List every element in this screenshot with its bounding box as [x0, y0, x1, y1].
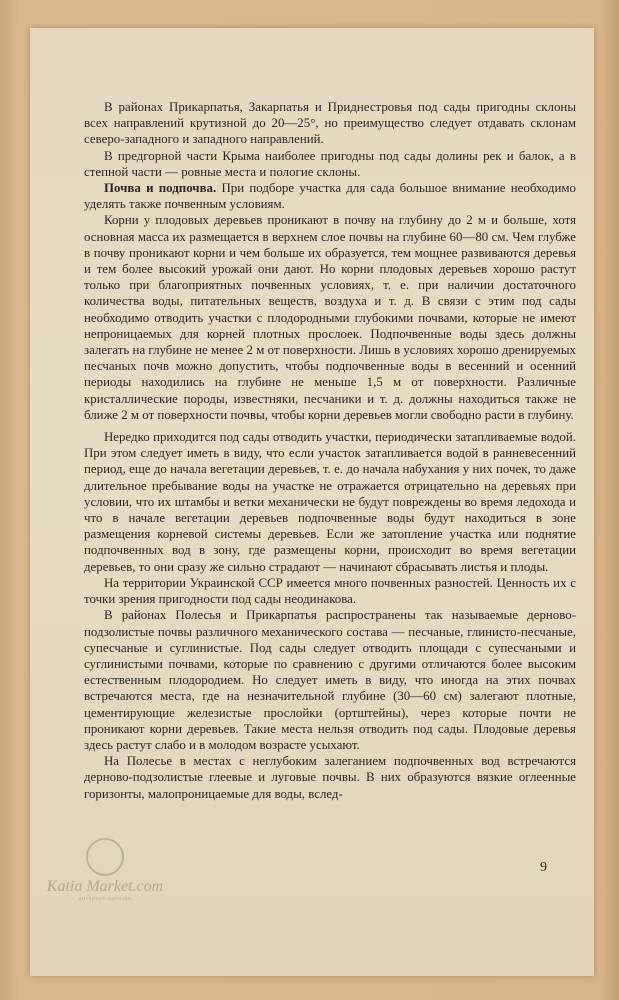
- page-text: [84, 99, 576, 802]
- paragraph: В районах Полесья и Прикарпатья распространены так называемые дерново-подзолистые почвы различного механического состава — песчаные, глинисто-песчаные, супесчаные и суглинистые. Под сады следует отводить площади с супесчаными и суглинистыми почвами, которые по сравнению с другими отличаются более высоким естественным плодородием. Но следует иметь в виду, что иногда на этих почвах встречаются места, где на незначительной глубине (30—60 см) залегают плотные, цементирующие железистые прослойки (ортштейны), через которые почти не проникают корни деревьев. Такие места нельзя отводить под сады. Плодовые деревья здесь растут слабо и в молодом возрасте усыхают.: [84, 608, 576, 752]
- watermark-emblem-icon: [86, 838, 124, 876]
- section-intro: При подборе участка для сада большое внимание необходимо уделять также почвенным условиям.: [84, 181, 576, 212]
- paragraph: На территории Украинской ССР имеется много почвенных разностей. Ценность их с точки зрения пригодности под сады неодинакова.: [84, 575, 576, 607]
- paragraph: На Полесье в местах с неглубоким залеганием подпочвенных вод встречаются дерново-подзолистые глеевые и луговые почвы. В них образуются вязкие оглеенные горизонты, малопроницаемые для воды, вслед-: [84, 754, 576, 801]
- seller-watermark: [20, 838, 190, 938]
- paragraph: В районах Прикарпатья, Закарпатья и Приднестровья под сады пригодны склоны всех направлений крутизной до 20—25°, но преимущество следует отдавать склонам северо-западного и западного направлений.: [84, 100, 576, 147]
- page-number: 9: [540, 860, 547, 875]
- paragraph: Нередко приходится под сады отводить участки, периодически затапливаемые водой. При этом следует иметь в виду, что если участок затапливается водой в ранневесенний период, еще до начала вегетации деревьев, т. е. до начала набухания у них почек, то даже длительное пребывание воды на участке не отражается отрицательно на деревьях при условии, что их штамбы и ветки механически не будут повреждены во время ледохода и что в начале вегетации деревьев подпочвенные воды будут находиться в зоне размещения корневой системы деревьев. Если же затопление участка или поднятие подпочвенных вод в зону, где размещены корни, происходит во время вегетации деревьев, то они сразу же сильно страдают — начинают сбрасывать листья и плоды.: [84, 430, 576, 574]
- watermark-subtitle: интернет-магазин: [78, 896, 132, 902]
- watermark-name: Katia Market.com: [46, 878, 164, 895]
- section-heading: Почва и подпочва.: [104, 181, 217, 196]
- paragraph: Корни у плодовых деревьев проникают в почву на глубину до 2 м и больше, хотя основная масса их размещается в верхнем слое почвы на глубине 60—80 см. Чем глубже в почву проникают корни и чем больше их образуется, тем мощнее развиваются деревья и тем более высокий урожай они дают. Но корни плодовых деревьев хорошо растут только при благоприятных почвенных условиях, т. е. при наличии достаточного количества воды, питательных веществ, воздуха и т. д. В связи с этим под сады необходимо отводить участки с плодородными глубокими почвами, которые не имеют непроницаемых для корней плотных прослоек. Подпочвенные воды здесь должны залегать на глубине не менее 2 м от поверхности. Лишь в условиях хорошо дренируемых песчаных почв можно допустить, чтобы подпочвенные воды в весенний и осенний периоды находились на глубине не меньше 1,5 м от поверхности. Различные кристаллические породы, известняки, песчаники и т. д. должны находиться также не ближе 2 м от поверхности почвы, чтобы корни деревьев могли свободно расти в глубину.: [84, 213, 576, 422]
- section-paragraph: [84, 180, 576, 212]
- paragraph: В предгорной части Крыма наиболее пригодны под сады долины рек и балок, а в степной части — ровные места и пологие склоны.: [84, 148, 576, 179]
- book-page: [30, 28, 594, 976]
